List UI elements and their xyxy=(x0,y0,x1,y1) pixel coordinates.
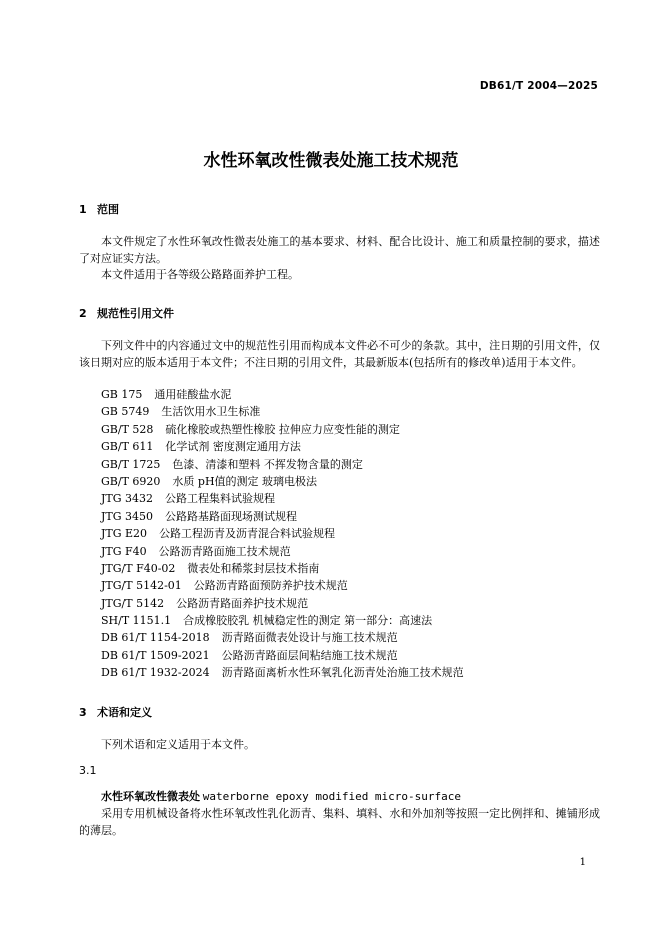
reference-name: 微表处和稀浆封层技术指南 xyxy=(187,561,320,575)
reference-name: 公路沥青路面预防养护技术规范 xyxy=(193,579,348,593)
reference-name: 公路沥青路面养护技术规范 xyxy=(176,596,309,610)
section-3-paragraph-1: 下列术语和定义适用于本文件。 xyxy=(101,738,255,751)
reference-item xyxy=(101,629,464,646)
reference-code: GB/T 1725 xyxy=(101,457,161,471)
reference-code: JTG/T 5142-01 xyxy=(101,579,182,593)
reference-code: JTG F40 xyxy=(101,544,147,558)
reference-code: DB 61/T 1509-2021 xyxy=(101,648,210,662)
section-title: 术语和定义 xyxy=(97,706,152,719)
reference-item xyxy=(101,473,464,490)
term-definition: 采用专用机械设备将水性环氧改性乳化沥青、集料、填料、水和外加剂等按照一定比例拌和、摊铺形成的薄层。 xyxy=(79,807,600,837)
reference-name: 色漆、清漆和塑料 不挥发物含量的测定 xyxy=(172,457,363,471)
reference-code: JTG E20 xyxy=(101,527,148,541)
reference-item xyxy=(101,456,464,473)
term-number: 3.1 xyxy=(79,764,97,777)
reference-code: GB/T 611 xyxy=(101,440,154,454)
section-number: 1 xyxy=(79,203,87,216)
reference-name: 公路沥青路面施工技术规范 xyxy=(158,544,291,558)
reference-item xyxy=(101,560,464,577)
reference-item xyxy=(101,595,464,612)
reference-name: 公路路基路面现场测试规程 xyxy=(165,509,298,523)
reference-list xyxy=(101,386,464,682)
reference-item xyxy=(101,438,464,455)
reference-code: JTG 3432 xyxy=(101,492,154,506)
reference-item xyxy=(101,664,464,681)
reference-name: 公路工程集料试验规程 xyxy=(165,492,276,506)
section-2-paragraph-1: 下列文件中的内容通过文中的规范性引用而构成本文件必不可少的条款。其中，注日期的引用文件，仅该日期对应的版本适用于本文件；不注日期的引用文件，其最新版本(包括所有的修改单)适用于本文件。 xyxy=(79,339,600,369)
reference-code: DB 61/T 1932-2024 xyxy=(101,666,210,680)
reference-code: SH/T 1151.1 xyxy=(101,614,172,628)
reference-name: 合成橡胶胶乳 机械稳定性的测定 第一部分：高速法 xyxy=(183,614,433,628)
reference-code: JTG 3450 xyxy=(101,509,154,523)
reference-item xyxy=(101,612,464,629)
reference-item xyxy=(101,543,464,560)
reference-item xyxy=(101,508,464,525)
reference-name: 硫化橡胶或热塑性橡胶 拉伸应力应变性能的测定 xyxy=(165,422,400,436)
reference-name: 公路沥青路面层间粘结施工技术规范 xyxy=(221,648,398,662)
reference-item xyxy=(101,577,464,594)
section-heading-2 xyxy=(79,305,174,321)
reference-code: GB 175 xyxy=(101,388,143,401)
reference-name: 水质 pH值的测定 玻璃电极法 xyxy=(172,474,318,488)
section-1-paragraph-1: 本文件规定了水性环氧改性微表处施工的基本要求、材料、配合比设计、施工和质量控制的要求，描述了对应证实方法。 xyxy=(79,235,600,265)
section-number: 2 xyxy=(79,307,87,320)
section-title: 规范性引用文件 xyxy=(97,307,174,320)
reference-code: GB/T 6920 xyxy=(101,474,161,488)
page-title: 水性环氧改性微表处施工技术规范 xyxy=(203,151,459,171)
reference-code: JTG/T 5142 xyxy=(101,596,165,610)
term-chinese: 水性环氧改性微表处 xyxy=(101,790,200,803)
reference-item xyxy=(101,490,464,507)
section-1-paragraph-2: 本文件适用于各等级公路路面养护工程。 xyxy=(101,268,299,281)
reference-name: 公路工程沥青及沥青混合料试验规程 xyxy=(159,527,336,541)
reference-item xyxy=(101,421,464,438)
reference-code: GB 5749 xyxy=(101,405,150,419)
section-title: 范围 xyxy=(97,203,119,216)
term-english: waterborne epoxy modified micro-surface xyxy=(202,790,462,803)
section-heading-3 xyxy=(79,704,152,720)
doc-code: DB61/T 2004—2025 xyxy=(479,80,598,92)
reference-code: DB 61/T 1154-2018 xyxy=(101,631,210,645)
reference-item xyxy=(101,386,464,403)
reference-name: 通用硅酸盐水泥 xyxy=(154,388,232,401)
reference-item xyxy=(101,647,464,664)
reference-name: 化学试剂 密度测定通用方法 xyxy=(165,440,301,454)
page-number: 1 xyxy=(579,857,586,868)
section-number: 3 xyxy=(79,706,87,719)
reference-name: 沥青路面离析水性环氧乳化沥青处治施工技术规范 xyxy=(221,666,464,680)
reference-item xyxy=(101,525,464,542)
reference-code: JTG/T F40-02 xyxy=(101,561,176,575)
reference-code: GB/T 528 xyxy=(101,422,154,436)
reference-name: 沥青路面微表处设计与施工技术规范 xyxy=(221,631,398,645)
reference-name: 生活饮用水卫生标准 xyxy=(161,405,261,419)
reference-item xyxy=(101,403,464,420)
section-heading-1 xyxy=(79,201,119,217)
term-heading xyxy=(101,788,461,804)
